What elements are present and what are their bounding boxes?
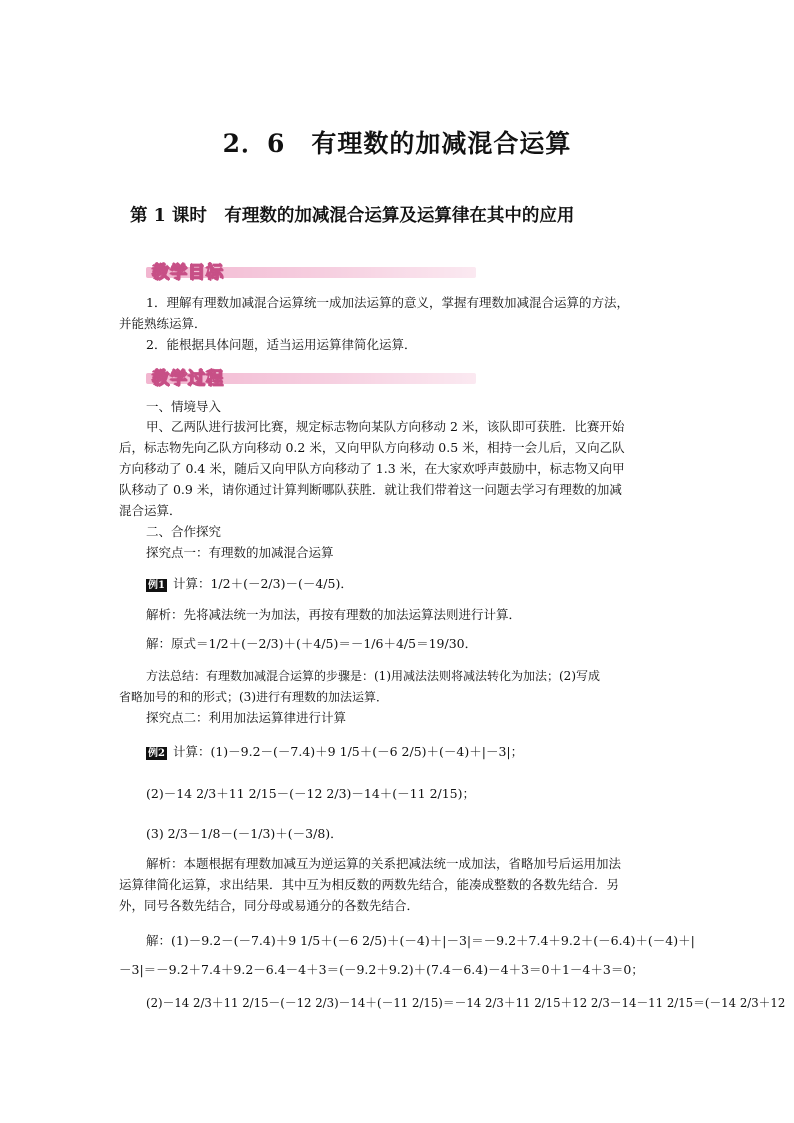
paragraph-line: 甲、乙两队进行拔河比赛，规定标志物向某队方向移动 2 米，该队即可获胜．比赛开始 [146, 419, 625, 434]
section-heading: 二、合作探究 [146, 524, 222, 539]
solution-line: －3|＝－9.2＋7.4＋9.2－6.4－4＋3＝(－9.2＋9.2)＋(7.4－6.4)－4＋3＝0＋1－4＋3＝0； [119, 962, 644, 977]
explore-point: 探究点二：利用加法运算律进行计算 [146, 710, 347, 725]
goals-banner-label: 教学目标 [152, 263, 224, 283]
example-text: 计算：(1)－9.2－(－7.4)＋9 1/5＋(－6 2/5)＋(－4)＋|－3|； [172, 744, 524, 759]
example-2 [146, 744, 523, 760]
goals-banner [146, 258, 476, 282]
analysis-line: 运算律简化运算，求出结果．其中互为相反数的两数先结合，能凑成整数的各数先结合．另 [119, 877, 620, 892]
goal-line: 2．能根据具体问题，适当运用运算律简化运算． [146, 337, 417, 352]
method-line: 省略加号的和的形式；(3)进行有理数的加法运算． [119, 690, 388, 704]
goal-line: 1．理解有理数加减混合运算统一成加法运算的意义，掌握有理数加减混合运算的方法， [146, 295, 629, 310]
example-badge: 例2 [148, 748, 165, 759]
goal-line: 并能熟练运算． [119, 316, 207, 331]
solution-line: (2)－14 2/3＋11 2/15－(－12 2/3)－14＋(－11 2/15)＝－14 2/3＋11 2/15＋12 2/3－14－11 2/15＝(－14 2/3＋12 [146, 995, 786, 1010]
solution-line: 解：原式＝1/2＋(－2/3)＋(＋4/5)＝－1/6＋4/5＝19/30． [146, 636, 478, 651]
method-line: 方法总结：有理数加减混合运算的步骤是：(1)用减法法则将减法转化为加法；(2)写成 [146, 669, 600, 683]
process-banner-label: 教学过程 [152, 369, 224, 389]
analysis-line: 外，同号各数先结合，同分母或易通分的各数先结合． [119, 898, 420, 913]
solution-line: 解：(1)－9.2－(－7.4)＋9 1/5＋(－6 2/5)＋(－4)＋|－3|＝－9.2＋7.4＋9.2＋(－6.4)＋(－4)＋| [146, 933, 695, 948]
process-banner [146, 364, 476, 388]
example-line: (3) 2/3－1/8－(－1/3)＋(－3/8)． [146, 826, 343, 841]
paragraph-line: 队移动了 0.9 米，请你通过计算判断哪队获胜．就让我们带着这一问题去学习有理数的加减 [119, 482, 622, 497]
explore-point: 探究点一：有理数的加减混合运算 [146, 545, 334, 560]
analysis-line: 解析：本题根据有理数加减互为逆运算的关系把减法统一成加法，省略加号后运用加法 [146, 856, 622, 871]
example-line: (2)－14 2/3＋11 2/15－(－12 2/3)－14＋(－11 2/15)； [146, 786, 476, 801]
example-1 [146, 576, 353, 592]
example-badge: 例1 [148, 580, 165, 591]
paragraph-line: 混合运算． [119, 503, 182, 518]
example-text: 计算：1/2＋(－2/3)－(－4/5)． [172, 576, 353, 591]
paragraph-line: 方向移动了 0.4 米，随后又向甲队方向移动了 1.3 米，在大家欢呼声鼓励中，标志物又向甲 [119, 461, 625, 476]
analysis-line: 解析：先将减法统一为加法，再按有理数的加法运算法则进行计算． [146, 607, 522, 622]
paragraph-line: 后，标志物先向乙队方向移动 0.2 米，又向甲队方向移动 0.5 米，相持一会儿后，又向乙队 [119, 440, 625, 455]
section-heading: 一、情境导入 [146, 399, 222, 414]
lesson-subtitle: 第 1 课时 有理数的加减混合运算及运算律在其中的应用 [130, 206, 575, 226]
page-title: 2．6 有理数的加减混合运算 [222, 129, 572, 158]
